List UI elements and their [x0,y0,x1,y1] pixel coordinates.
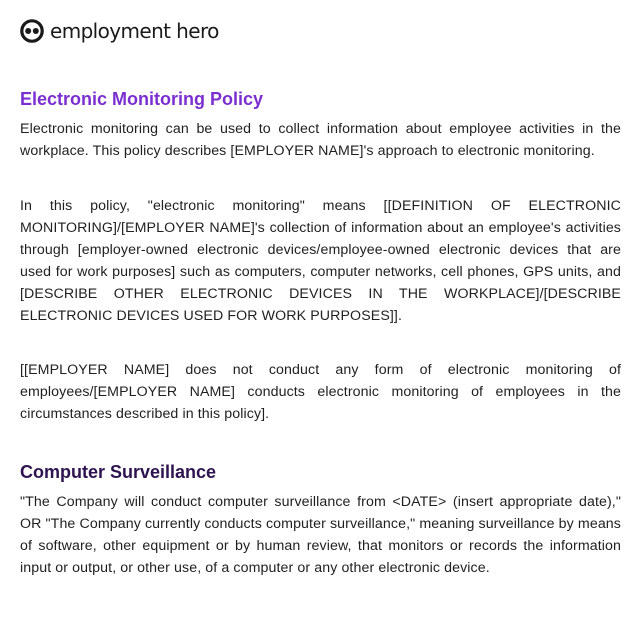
document-body [20,86,621,579]
paragraph-intro: Electronic monitoring can be used to collect information about employee activities in the workplace. This policy describes [EMPLOYER NAME]'s approach to electronic monitoring. [20,121,621,159]
section-heading-electronic-monitoring: Electronic Monitoring Policy [20,89,264,109]
paragraph-computer-surveillance: "The Company will conduct computer surveillance from <DATE> (insert appropriate date)," OR "The Company currently conducts computer surveillance," meaning surveillance by means of software, other equipment or by human review, that monitors or records the information input or output, or other use, of a computer or any other electronic device. [20,494,621,576]
brand-name: employment hero [50,19,219,43]
employment-hero-mark-icon [20,19,44,43]
section-heading-computer-surveillance: Computer Surveillance [20,462,217,482]
paragraph-monitoring-scope: [[EMPLOYER NAME] does not conduct any form of electronic monitoring of employees/[EMPLOYER NAME] conducts electronic monitoring of employees in the circumstances described in this policy]. [20,362,621,422]
paragraph-definition: In this policy, "electronic monitoring" means [[DEFINITION OF ELECTRONIC MONITORING]/[EMPLOYER NAME]'s collection of information about an employee's activities through [employer-owned electronic devices/employee-owned electronic devices that are used for work purposes] such as computers, computer networks, cell phones, GPS units, and [DESCRIBE OTHER ELECTRONIC DEVICES IN THE WORKPLACE]/[DESCRIBE ELECTRONIC DEVICES USED FOR WORK PURPOSES]]. [20,198,621,324]
brand-logo [20,19,219,43]
